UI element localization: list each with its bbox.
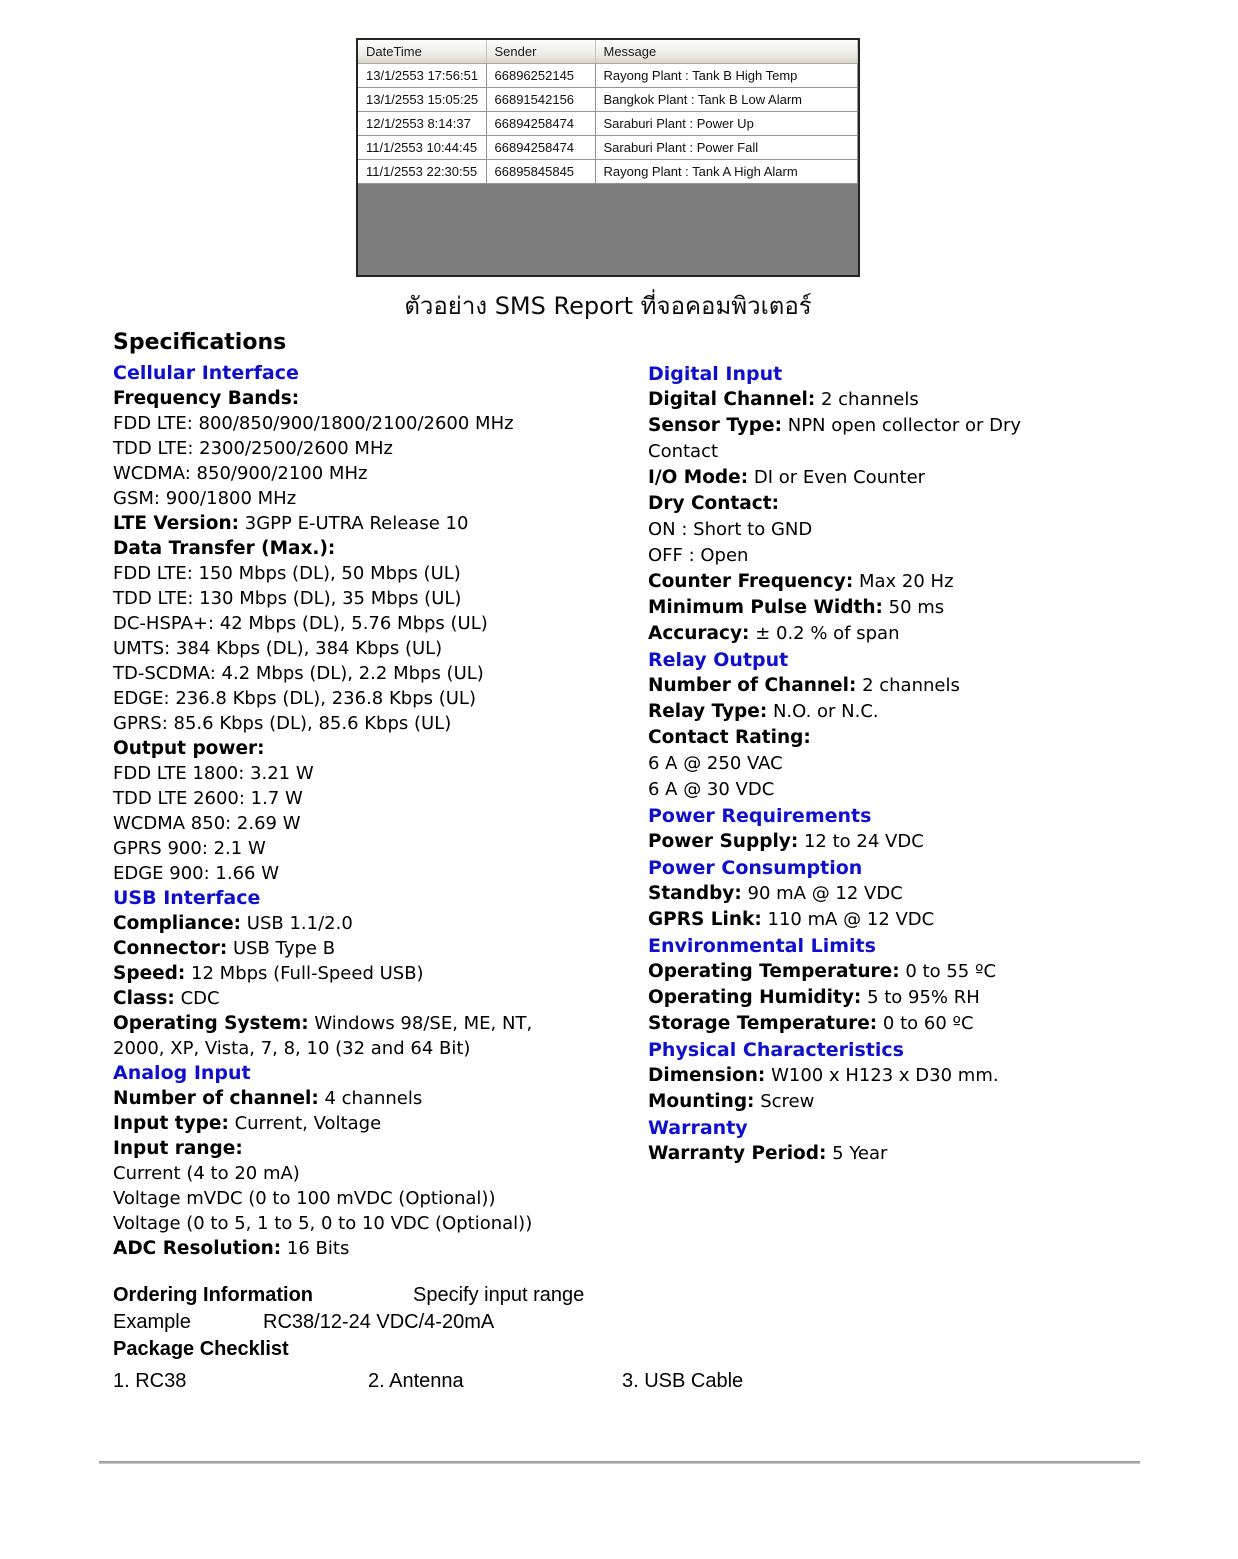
spec-value: GSM: 900/1800 MHz	[113, 488, 297, 509]
example-line	[113, 1309, 873, 1336]
spec-value: GPRS: 85.6 Kbps (DL), 85.6 Kbps (UL)	[113, 713, 452, 734]
spec-label: Compliance:	[113, 913, 242, 934]
spec-line	[648, 959, 1128, 985]
spec-value: 16 Bits	[286, 1238, 350, 1259]
spec-label: Frequency Bands:	[113, 388, 300, 409]
spec-value: 6 A @ 250 VAC	[648, 753, 783, 774]
spec-line	[648, 1089, 1128, 1115]
spec-value: 5 Year	[832, 1143, 888, 1164]
spec-value: 12 Mbps (Full-Speed USB)	[191, 963, 424, 984]
spec-label: Number of Channel:	[648, 675, 857, 696]
spec-label: I/O Mode:	[648, 467, 749, 488]
table-cell: 66894258474	[486, 112, 595, 136]
spec-column-right	[648, 361, 1128, 1261]
section-heading: Analog Input	[113, 1062, 251, 1084]
spec-line	[113, 1186, 648, 1211]
spec-value: 0 to 60 ºC	[882, 1013, 974, 1034]
spec-value: UMTS: 384 Kbps (DL), 384 Kbps (UL)	[113, 638, 443, 659]
spec-label: Input range:	[113, 1138, 243, 1159]
column-header: Sender	[486, 40, 595, 64]
table-cell: Saraburi Plant : Power Fall	[595, 136, 858, 160]
spec-line	[648, 881, 1128, 907]
spec-value: N.O. or N.C.	[772, 701, 879, 722]
spec-column-left	[113, 361, 648, 1261]
spec-line	[648, 1063, 1128, 1089]
spec-line	[113, 786, 648, 811]
spec-line	[113, 586, 648, 611]
spec-line	[648, 777, 1128, 803]
section-heading: Digital Input	[648, 363, 783, 385]
spec-value: Screw	[760, 1091, 815, 1112]
spec-line	[113, 736, 648, 761]
spec-line	[113, 986, 648, 1011]
spec-value: 3GPP E-UTRA Release 10	[244, 513, 469, 534]
ordering-section	[113, 1282, 873, 1395]
spec-line	[648, 751, 1128, 777]
table-header-row	[358, 40, 858, 64]
spec-line	[113, 811, 648, 836]
spec-label: Speed:	[113, 963, 186, 984]
spec-value: 12 to 24 VDC	[803, 831, 924, 852]
section-heading: Cellular Interface	[113, 362, 299, 384]
ordering-title: Ordering Information	[113, 1284, 313, 1306]
spec-line	[113, 1036, 648, 1061]
table-row	[358, 112, 858, 136]
spec-line	[113, 661, 648, 686]
spec-value: USB 1.1/2.0	[246, 913, 353, 934]
spec-value: EDGE: 236.8 Kbps (DL), 236.8 Kbps (UL)	[113, 688, 476, 709]
spec-label: Output power:	[113, 738, 265, 759]
section-heading: USB Interface	[113, 887, 261, 909]
spec-value: WCDMA 850: 2.69 W	[113, 813, 301, 834]
spec-line	[113, 611, 648, 636]
spec-label: Power Supply:	[648, 831, 799, 852]
spec-line	[113, 1086, 648, 1111]
spec-value: TDD LTE: 2300/2500/2600 MHz	[113, 438, 393, 459]
spec-line	[113, 461, 648, 486]
table-cell: 13/1/2553 15:05:25	[358, 88, 486, 112]
spec-value: TDD LTE 2600: 1.7 W	[113, 788, 303, 809]
spec-value: W100 x H123 x D30 mm.	[771, 1065, 999, 1086]
spec-line	[648, 387, 1128, 413]
spec-line	[113, 961, 648, 986]
table-cell: 66894258474	[486, 136, 595, 160]
spec-label: Operating Humidity:	[648, 987, 862, 1008]
section-heading: Relay Output	[648, 649, 789, 671]
specifications-title: Specifications	[113, 330, 287, 355]
spec-value: Voltage mVDC (0 to 100 mVDC (Optional))	[113, 1188, 496, 1209]
spec-line	[113, 1236, 648, 1261]
section-heading: Warranty	[648, 1117, 748, 1139]
spec-value: 5 to 95% RH	[867, 987, 980, 1008]
column-header: Message	[595, 40, 858, 64]
spec-value: Contact	[648, 441, 719, 462]
footer-divider	[99, 1461, 1140, 1464]
spec-value: USB Type B	[232, 938, 336, 959]
spec-value: GPRS 900: 2.1 W	[113, 838, 266, 859]
spec-value: 4 channels	[324, 1088, 423, 1109]
spec-label: Data Transfer (Max.):	[113, 538, 336, 559]
spec-label: Warranty Period:	[648, 1143, 827, 1164]
spec-value: NPN open collector or Dry	[787, 415, 1022, 436]
spec-value: TDD LTE: 130 Mbps (DL), 35 Mbps (UL)	[113, 588, 462, 609]
spec-value: EDGE 900: 1.66 W	[113, 863, 280, 884]
package-item: 2. Antenna	[368, 1370, 464, 1392]
spec-value: OFF : Open	[648, 545, 749, 566]
spec-label: Mounting:	[648, 1091, 755, 1112]
spec-line	[648, 673, 1128, 699]
spec-line	[648, 543, 1128, 569]
spec-value: 2 channels	[862, 675, 960, 696]
table-row	[358, 136, 858, 160]
spec-line	[113, 1161, 648, 1186]
spec-line	[113, 761, 648, 786]
spec-line	[648, 569, 1128, 595]
spec-value: DC-HSPA+: 42 Mbps (DL), 5.76 Mbps (UL)	[113, 613, 488, 634]
spec-label: Connector:	[113, 938, 228, 959]
package-item: 3. USB Cable	[622, 1370, 744, 1392]
spec-value: Current, Voltage	[234, 1113, 382, 1134]
spec-line	[648, 491, 1128, 517]
spec-line	[113, 386, 648, 411]
spec-line	[648, 621, 1128, 647]
table-cell: Rayong Plant : Tank B High Temp	[595, 64, 858, 88]
spec-line	[113, 911, 648, 936]
spec-label: Dry Contact:	[648, 493, 779, 514]
spec-label: Dimension:	[648, 1065, 766, 1086]
spec-label: Accuracy:	[648, 623, 750, 644]
spec-label: Operating System:	[113, 1013, 309, 1034]
spec-label: Contact Rating:	[648, 727, 811, 748]
spec-line	[113, 536, 648, 561]
spec-value: CDC	[180, 988, 220, 1009]
section-heading: Power Consumption	[648, 857, 863, 879]
spec-line	[648, 1011, 1128, 1037]
spec-value: 0 to 55 ºC	[905, 961, 997, 982]
spec-line	[113, 1136, 648, 1161]
spec-line	[113, 1011, 648, 1036]
table-cell: Bangkok Plant : Tank B Low Alarm	[595, 88, 858, 112]
spec-value: Windows 98/SE, ME, NT,	[314, 1013, 533, 1034]
package-items-row	[113, 1368, 873, 1395]
spec-value: 6 A @ 30 VDC	[648, 779, 775, 800]
table-row	[358, 64, 858, 88]
spec-line	[113, 636, 648, 661]
spec-value: FDD LTE: 150 Mbps (DL), 50 Mbps (UL)	[113, 563, 461, 584]
spec-line	[648, 725, 1128, 751]
table-cell: Rayong Plant : Tank A High Alarm	[595, 160, 858, 184]
spec-line	[113, 711, 648, 736]
spec-label: Minimum Pulse Width:	[648, 597, 883, 618]
spec-value: ON : Short to GND	[648, 519, 813, 540]
spec-value: TD-SCDMA: 4.2 Mbps (DL), 2.2 Mbps (UL)	[113, 663, 484, 684]
spec-columns	[113, 361, 1128, 1261]
column-header: DateTime	[358, 40, 486, 64]
spec-line	[113, 411, 648, 436]
spec-line	[113, 686, 648, 711]
spec-value: 2000, XP, Vista, 7, 8, 10 (32 and 64 Bit)	[113, 1038, 471, 1059]
spec-value: ± 0.2 % of span	[755, 623, 900, 644]
spec-line	[113, 861, 648, 886]
spec-line	[648, 465, 1128, 491]
spec-value: 2 channels	[820, 389, 919, 410]
table-row	[358, 88, 858, 112]
package-item: 1. RC38	[113, 1370, 187, 1392]
spec-label: Number of channel:	[113, 1088, 319, 1109]
spec-line	[113, 836, 648, 861]
ordering-line	[113, 1282, 873, 1309]
spec-line	[113, 1211, 648, 1236]
example-value: RC38/12-24 VDC/4-20mA	[263, 1311, 495, 1333]
table-cell: Saraburi Plant : Power Up	[595, 112, 858, 136]
spec-line	[648, 985, 1128, 1011]
table-cell: 66891542156	[486, 88, 595, 112]
spec-line	[113, 486, 648, 511]
spec-value: FDD LTE: 800/850/900/1800/2100/2600 MHz	[113, 413, 514, 434]
spec-label: Operating Temperature:	[648, 961, 900, 982]
table-row	[358, 160, 858, 184]
spec-line	[648, 595, 1128, 621]
spec-value: Current (4 to 20 mA)	[113, 1163, 300, 1184]
section-heading: Power Requirements	[648, 805, 872, 827]
section-heading: Physical Characteristics	[648, 1039, 904, 1061]
spec-value: 90 mA @ 12 VDC	[747, 883, 903, 904]
spec-label: Class:	[113, 988, 175, 1009]
spec-label: GPRS Link:	[648, 909, 762, 930]
spec-label: Standby:	[648, 883, 742, 904]
package-checklist-title: Package Checklist	[113, 1338, 289, 1360]
ordering-note: Specify input range	[413, 1284, 585, 1306]
spec-label: Sensor Type:	[648, 415, 782, 436]
spec-line	[113, 561, 648, 586]
sms-table	[358, 40, 858, 184]
sms-report-screenshot	[356, 38, 860, 277]
spec-value: Max 20 Hz	[859, 571, 954, 592]
spec-label: Input type:	[113, 1113, 229, 1134]
table-cell: 11/1/2553 22:30:55	[358, 160, 486, 184]
spec-line	[648, 907, 1128, 933]
spec-value: DI or Even Counter	[753, 467, 926, 488]
spec-label: Storage Temperature:	[648, 1013, 878, 1034]
spec-label: LTE Version:	[113, 513, 240, 534]
spec-label: Counter Frequency:	[648, 571, 854, 592]
spec-line	[648, 1141, 1128, 1167]
spec-line	[113, 1111, 648, 1136]
spec-line	[648, 413, 1128, 439]
example-label: Example	[113, 1311, 191, 1333]
spec-line	[648, 439, 1128, 465]
spec-value: Voltage (0 to 5, 1 to 5, 0 to 10 VDC (Optional))	[113, 1213, 533, 1234]
spec-line	[113, 436, 648, 461]
spec-line	[648, 699, 1128, 725]
spec-line	[113, 511, 648, 536]
spec-label: Relay Type:	[648, 701, 768, 722]
table-cell: 66896252145	[486, 64, 595, 88]
spec-value: WCDMA: 850/900/2100 MHz	[113, 463, 368, 484]
table-cell: 66895845845	[486, 160, 595, 184]
spec-value: 50 ms	[888, 597, 945, 618]
spec-line	[648, 517, 1128, 543]
spec-label: Digital Channel:	[648, 389, 816, 410]
sms-report-caption: ตัวอย่าง SMS Report ที่จอคอมพิวเตอร์	[404, 292, 812, 320]
table-cell: 11/1/2553 10:44:45	[358, 136, 486, 160]
spec-label: ADC Resolution:	[113, 1238, 282, 1259]
table-cell: 12/1/2553 8:14:37	[358, 112, 486, 136]
spec-line	[648, 829, 1128, 855]
spec-value: 110 mA @ 12 VDC	[767, 909, 935, 930]
table-cell: 13/1/2553 17:56:51	[358, 64, 486, 88]
spec-value: FDD LTE 1800: 3.21 W	[113, 763, 314, 784]
section-heading: Environmental Limits	[648, 935, 876, 957]
spec-line	[113, 936, 648, 961]
